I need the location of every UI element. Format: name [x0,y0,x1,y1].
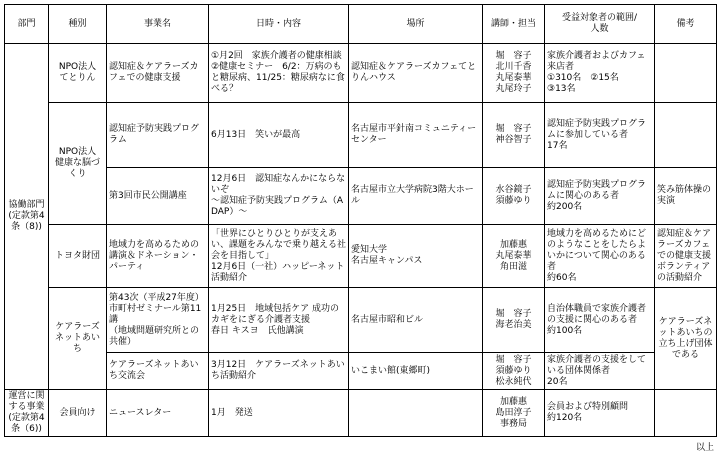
header-place: 場所 [349,5,483,44]
project-cell: 地域力を高めるための講演＆ドネーション・パーティ [107,225,209,288]
place-cell: 名古屋市平針南コミュニティーセンター [349,103,483,168]
datetime-cell: 6月13日 笑いが最高 [209,103,349,168]
project-cell: 第43次（平成27年度）市町村ゼミナール第11講 （地域問題研究所との共催） [107,288,209,353]
header-datetime: 日時・内容 [209,5,349,44]
lecturer-cell: 加藤惠 島田淳子 事務局 [483,390,545,437]
dept-cooperation-cell: 協働部門 (定款第4 条（8)) [5,44,49,390]
header-target: 受益対象者の範囲/ 人数 [545,5,655,44]
place-cell: 愛知大学 名古屋キャンパス [349,225,483,288]
lecturer-cell: 加藤惠 丸尾泰華 角田滋 [483,225,545,288]
table-row [5,390,717,437]
type-cell: トヨタ財団 [49,225,107,288]
lecturer-cell: 堀 容子 北川千香 丸尾泰華 丸尾玲子 [483,44,545,103]
type-cell: 会員向け [49,390,107,437]
place-cell: 名古屋市昭和ビル [349,288,483,353]
datetime-cell: 「世界にひとりひとりが支えあい、課題をみんなで乗り越える社会を目指して」 12月6日（一社）ハッピーネット活動紹介 [209,225,349,288]
lecturer-cell: 堀 容子 須藤ゆり 松永純代 [483,353,545,390]
remarks-cell: 笑み筋体操の実演 [655,168,717,225]
datetime-cell: 3月12日 ケアラーズネットあいち活動紹介 [209,353,349,390]
place-cell: 認知症＆ケアラーズカフェてとりんハウス [349,44,483,103]
remarks-cell: ケアラーズネットあいちの立ち上げ団体である [655,288,717,390]
target-cell: 認知症予防実践プログラムに参加している者 17名 [545,103,655,168]
header-remarks: 備考 [655,5,717,44]
target-cell: 認知症予防実践プログラムに関心のある者 約200名 [545,168,655,225]
table-row [5,103,717,168]
type-cell: NPO法人 てとりん [49,44,107,103]
project-cell: 第3回市民公開講座 [107,168,209,225]
header-project: 事業名 [107,5,209,44]
project-cell: 認知症＆ケアラーズカフェでの健康支援 [107,44,209,103]
place-cell: いこまい館(東郷町) [349,353,483,390]
remarks-cell [655,103,717,168]
table-row [5,288,717,353]
datetime-cell: 1月25日 地域包括ケア 成功のカギをにぎる介護者支援 春日 キスヨ 氏他講演 [209,288,349,353]
table-row [5,168,717,225]
target-cell: 会員および特別顧問 約120名 [545,390,655,437]
datetime-cell: ①月2回 家族介護者の健康相談 ②健康セミナー 6/2：万病のもと糖尿病、11/25：糖尿病なに食べる？ [209,44,349,103]
header-dept: 部門 [5,5,49,44]
table-row [5,225,717,288]
header-lecturer: 講師・担当 [483,5,545,44]
project-cell: ニュースレター [107,390,209,437]
target-cell: 家族介護者の支援をしている団体関係者 20名 [545,353,655,390]
dept-management-cell: 運営に関 する事業 (定款第4 条（6)) [5,390,49,437]
table-row [5,353,717,390]
lecturer-cell: 水谷鏡子 須藤ゆり [483,168,545,225]
remarks-cell [655,390,717,437]
type-cell: NPO法人 健康な脳づくり [49,103,107,225]
table-row [5,44,717,103]
target-cell: 自治体職員で家族介護者の支援に関心のある者 約100名 [545,288,655,353]
target-cell: 地域力を高めるためにどのようなことをしたらよいかについて関心のある者 約60名 [545,225,655,288]
header-type: 種別 [49,5,107,44]
closing-note: 以上 [695,443,714,453]
place-cell [349,390,483,437]
project-cell: 認知症予防実践プログラム [107,103,209,168]
remarks-cell [655,44,717,103]
lecturer-cell: 堀 容子 神谷智子 [483,103,545,168]
header-row [5,5,717,44]
project-cell: ケアラーズネットあいち交流会 [107,353,209,390]
type-cell: ケアラーズネットあいち [49,288,107,390]
lecturer-cell: 堀 容子 海老治美 [483,288,545,353]
place-cell: 名古屋市立大学病院3階大ホール [349,168,483,225]
target-cell: 家族介護者およびカフェ来店者 ①310名 ②15名 ③13名 [545,44,655,103]
datetime-cell: 12月6日 認知症なんかにならないぞ 〜認知症予防実践プログラム（ADAP）〜 [209,168,349,225]
activity-table [4,4,717,437]
datetime-cell: 1月 発送 [209,390,349,437]
remarks-cell: 認知症＆ケアラーズカフェでの健康支援ボランティアの活動紹介 [655,225,717,288]
